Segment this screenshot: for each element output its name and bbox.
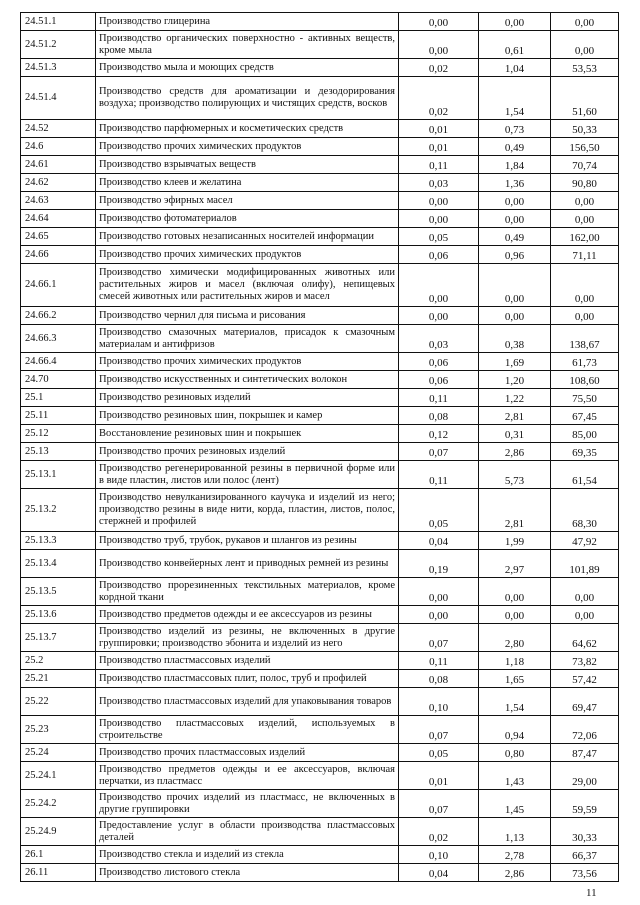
- row-value-2: 2,97: [479, 550, 551, 578]
- row-value-2: 0,31: [479, 425, 551, 443]
- row-value-1: 0,06: [399, 246, 479, 264]
- row-name: Производство прочих химических продуктов: [96, 138, 399, 156]
- row-value-2: 1,20: [479, 371, 551, 389]
- row-name: Производство прочих химических продуктов: [96, 353, 399, 371]
- row-value-1: 0,03: [399, 174, 479, 192]
- row-name: Производство предметов одежды и ее аксессуаров из резины: [96, 606, 399, 624]
- row-name: Производство пластмассовых изделий: [96, 652, 399, 670]
- row-value-1: 0,01: [399, 120, 479, 138]
- row-name: Производство мыла и моющих средств: [96, 59, 399, 77]
- row-value-3: 73,82: [551, 652, 619, 670]
- row-value-3: 0,00: [551, 192, 619, 210]
- row-value-3: 53,53: [551, 59, 619, 77]
- row-value-3: 61,73: [551, 353, 619, 371]
- row-value-3: 72,06: [551, 716, 619, 744]
- row-name: Производство средств для ароматизации и дезодорирования воздуха; производство полирующих и чистящих средств, восков: [96, 77, 399, 120]
- table-row: [21, 578, 619, 606]
- row-value-3: 0,00: [551, 13, 619, 31]
- row-code: 24.66.1: [21, 264, 96, 307]
- row-value-2: 1,43: [479, 762, 551, 790]
- row-code: 25.24.2: [21, 790, 96, 818]
- row-value-1: 0,07: [399, 443, 479, 461]
- row-name: Производство регенерированной резины в первичной форме или в виде пластин, листов или полос (лент): [96, 461, 399, 489]
- row-value-3: 69,47: [551, 688, 619, 716]
- table-row: [21, 670, 619, 688]
- row-value-3: 0,00: [551, 578, 619, 606]
- row-code: 24.61: [21, 156, 96, 174]
- row-name: Производство прочих резиновых изделий: [96, 443, 399, 461]
- table-row: [21, 210, 619, 228]
- row-code: 25.13.2: [21, 489, 96, 532]
- row-name: Производство невулканизированного каучука и изделий из него; производство резины в виде нити, корда, пластин, листов, полос, стержней и профилей: [96, 489, 399, 532]
- row-value-3: 67,45: [551, 407, 619, 425]
- row-code: 25.13.7: [21, 624, 96, 652]
- row-name: Производство органических поверхностно - активных веществ, кроме мыла: [96, 31, 399, 59]
- row-code: 25.13.3: [21, 532, 96, 550]
- table-row: [21, 425, 619, 443]
- table-row: [21, 624, 619, 652]
- row-value-1: 0,19: [399, 550, 479, 578]
- row-value-3: 87,47: [551, 744, 619, 762]
- row-value-2: 1,22: [479, 389, 551, 407]
- row-value-2: 0,38: [479, 325, 551, 353]
- row-value-3: 85,00: [551, 425, 619, 443]
- row-value-3: 50,33: [551, 120, 619, 138]
- row-name: Производство прочих пластмассовых изделий: [96, 744, 399, 762]
- row-value-1: 0,01: [399, 762, 479, 790]
- table-row: [21, 864, 619, 882]
- row-value-2: 1,04: [479, 59, 551, 77]
- table-row: [21, 762, 619, 790]
- row-value-2: 0,49: [479, 138, 551, 156]
- row-code: 25.24.9: [21, 818, 96, 846]
- table-row: [21, 443, 619, 461]
- row-code: 25.24.1: [21, 762, 96, 790]
- row-value-2: 0,00: [479, 13, 551, 31]
- row-value-3: 29,00: [551, 762, 619, 790]
- row-code: 25.24: [21, 744, 96, 762]
- row-value-2: 0,49: [479, 228, 551, 246]
- row-value-1: 0,10: [399, 846, 479, 864]
- table-row: [21, 606, 619, 624]
- row-value-2: 0,00: [479, 264, 551, 307]
- row-value-3: 0,00: [551, 31, 619, 59]
- row-name: Производство взрывчатых веществ: [96, 156, 399, 174]
- row-value-2: 1,36: [479, 174, 551, 192]
- row-code: 24.51.3: [21, 59, 96, 77]
- table-row: [21, 461, 619, 489]
- row-value-3: 101,89: [551, 550, 619, 578]
- row-value-1: 0,02: [399, 77, 479, 120]
- row-code: 25.23: [21, 716, 96, 744]
- row-value-2: 0,00: [479, 210, 551, 228]
- table-row: [21, 790, 619, 818]
- row-code: 24.6: [21, 138, 96, 156]
- row-value-3: 47,92: [551, 532, 619, 550]
- row-value-3: 0,00: [551, 210, 619, 228]
- row-value-1: 0,07: [399, 716, 479, 744]
- row-value-1: 0,11: [399, 461, 479, 489]
- row-value-2: 1,13: [479, 818, 551, 846]
- row-name: Производство фотоматериалов: [96, 210, 399, 228]
- row-value-1: 0,00: [399, 578, 479, 606]
- table-row: [21, 174, 619, 192]
- table-row: [21, 13, 619, 31]
- row-value-1: 0,07: [399, 790, 479, 818]
- table-row: [21, 716, 619, 744]
- row-value-3: 68,30: [551, 489, 619, 532]
- table-row: [21, 31, 619, 59]
- row-code: 25.22: [21, 688, 96, 716]
- table-row: [21, 325, 619, 353]
- table-row: [21, 138, 619, 156]
- row-value-1: 0,00: [399, 307, 479, 325]
- row-value-1: 0,02: [399, 818, 479, 846]
- row-value-3: 73,56: [551, 864, 619, 882]
- row-value-2: 2,86: [479, 864, 551, 882]
- table-row: [21, 77, 619, 120]
- row-code: 24.52: [21, 120, 96, 138]
- row-code: 25.2: [21, 652, 96, 670]
- row-value-2: 2,78: [479, 846, 551, 864]
- row-code: 24.66.4: [21, 353, 96, 371]
- row-value-3: 61,54: [551, 461, 619, 489]
- row-value-1: 0,08: [399, 407, 479, 425]
- row-name: Производство химически модифицированных животных или растительных жиров и масел (включая олифу), непищевых смесей животных или растительных жиров и масел: [96, 264, 399, 307]
- table-row: [21, 489, 619, 532]
- row-value-1: 0,00: [399, 192, 479, 210]
- row-name: Производство искусственных и синтетических волокон: [96, 371, 399, 389]
- row-value-1: 0,03: [399, 325, 479, 353]
- row-value-1: 0,06: [399, 353, 479, 371]
- row-code: 24.62: [21, 174, 96, 192]
- row-value-2: 1,69: [479, 353, 551, 371]
- row-code: 25.13: [21, 443, 96, 461]
- row-value-1: 0,02: [399, 59, 479, 77]
- row-value-3: 0,00: [551, 264, 619, 307]
- row-name: Производство резиновых шин, покрышек и камер: [96, 407, 399, 425]
- row-value-3: 70,74: [551, 156, 619, 174]
- row-code: 25.12: [21, 425, 96, 443]
- table-row: [21, 371, 619, 389]
- table-row: [21, 264, 619, 307]
- row-code: 26.1: [21, 846, 96, 864]
- row-code: 25.21: [21, 670, 96, 688]
- row-value-1: 0,01: [399, 138, 479, 156]
- row-code: 25.13.4: [21, 550, 96, 578]
- table-row: [21, 550, 619, 578]
- row-value-2: 0,00: [479, 192, 551, 210]
- row-value-1: 0,11: [399, 156, 479, 174]
- row-value-1: 0,00: [399, 210, 479, 228]
- row-code: 24.66.3: [21, 325, 96, 353]
- table-row: [21, 389, 619, 407]
- row-code: 24.66: [21, 246, 96, 264]
- row-value-3: 156,50: [551, 138, 619, 156]
- row-name: Производство готовых незаписанных носителей информации: [96, 228, 399, 246]
- row-value-2: 5,73: [479, 461, 551, 489]
- row-name: Производство стекла и изделий из стекла: [96, 846, 399, 864]
- row-value-1: 0,07: [399, 624, 479, 652]
- row-value-2: 1,54: [479, 688, 551, 716]
- table-row: [21, 246, 619, 264]
- row-name: Производство изделий из резины, не включенных в другие группировки; производство эбонита и изделий из него: [96, 624, 399, 652]
- row-code: 24.51.4: [21, 77, 96, 120]
- row-value-3: 69,35: [551, 443, 619, 461]
- row-value-1: 0,05: [399, 489, 479, 532]
- table-row: [21, 307, 619, 325]
- row-name: Производство листового стекла: [96, 864, 399, 882]
- row-name: Производство труб, трубок, рукавов и шлангов из резины: [96, 532, 399, 550]
- row-value-2: 0,73: [479, 120, 551, 138]
- row-value-2: 2,86: [479, 443, 551, 461]
- row-name: Производство пластмассовых изделий, используемых в строительстве: [96, 716, 399, 744]
- row-code: 24.70: [21, 371, 96, 389]
- row-code: 24.63: [21, 192, 96, 210]
- table-row: [21, 156, 619, 174]
- row-value-1: 0,11: [399, 389, 479, 407]
- table-row: [21, 652, 619, 670]
- row-code: 25.1: [21, 389, 96, 407]
- table-body: [21, 13, 619, 882]
- row-value-2: 0,96: [479, 246, 551, 264]
- table-row: [21, 688, 619, 716]
- row-value-3: 57,42: [551, 670, 619, 688]
- row-name: Производство предметов одежды и ее аксессуаров, включая перчатки, из пластмасс: [96, 762, 399, 790]
- row-code: 26.11: [21, 864, 96, 882]
- row-value-2: 0,61: [479, 31, 551, 59]
- row-code: 24.51.2: [21, 31, 96, 59]
- row-name: Производство прочих химических продуктов: [96, 246, 399, 264]
- table-row: [21, 846, 619, 864]
- row-value-3: 64,62: [551, 624, 619, 652]
- table-row: [21, 407, 619, 425]
- row-code: 25.13.1: [21, 461, 96, 489]
- row-code: 25.13.5: [21, 578, 96, 606]
- row-name: Производство эфирных масел: [96, 192, 399, 210]
- row-value-2: 1,84: [479, 156, 551, 174]
- page-number: 11: [586, 887, 597, 899]
- row-value-3: 0,00: [551, 606, 619, 624]
- row-value-3: 138,67: [551, 325, 619, 353]
- row-value-3: 162,00: [551, 228, 619, 246]
- row-value-1: 0,06: [399, 371, 479, 389]
- row-value-1: 0,05: [399, 228, 479, 246]
- row-name: Производство резиновых изделий: [96, 389, 399, 407]
- table-row: [21, 59, 619, 77]
- row-value-1: 0,10: [399, 688, 479, 716]
- row-value-1: 0,08: [399, 670, 479, 688]
- row-name: Производство конвейерных лент и приводных ремней из резины: [96, 550, 399, 578]
- table-row: [21, 228, 619, 246]
- row-name: Производство пластмассовых изделий для упаковывания товаров: [96, 688, 399, 716]
- row-value-3: 90,80: [551, 174, 619, 192]
- activity-table: [20, 12, 619, 882]
- table-row: [21, 120, 619, 138]
- row-value-2: 1,45: [479, 790, 551, 818]
- row-value-2: 1,54: [479, 77, 551, 120]
- row-name: Производство смазочных материалов, присадок к смазочным материалам и антифризов: [96, 325, 399, 353]
- row-name: Производство прорезиненных текстильных материалов, кроме кордной ткани: [96, 578, 399, 606]
- row-name: Производство пластмассовых плит, полос, труб и профилей: [96, 670, 399, 688]
- row-value-1: 0,04: [399, 864, 479, 882]
- row-value-2: 0,00: [479, 307, 551, 325]
- row-code: 24.66.2: [21, 307, 96, 325]
- row-value-2: 0,94: [479, 716, 551, 744]
- row-value-1: 0,00: [399, 606, 479, 624]
- row-value-1: 0,12: [399, 425, 479, 443]
- row-code: 24.64: [21, 210, 96, 228]
- table-row: [21, 353, 619, 371]
- row-code: 25.13.6: [21, 606, 96, 624]
- row-code: 25.11: [21, 407, 96, 425]
- row-value-3: 75,50: [551, 389, 619, 407]
- row-value-2: 0,00: [479, 606, 551, 624]
- row-name: Предоставление услуг в области производства пластмассовых деталей: [96, 818, 399, 846]
- row-value-2: 2,81: [479, 407, 551, 425]
- row-value-3: 71,11: [551, 246, 619, 264]
- row-value-2: 1,18: [479, 652, 551, 670]
- row-value-2: 2,81: [479, 489, 551, 532]
- row-value-2: 1,99: [479, 532, 551, 550]
- row-name: Производство чернил для письма и рисования: [96, 307, 399, 325]
- row-value-3: 59,59: [551, 790, 619, 818]
- row-name: Производство глицерина: [96, 13, 399, 31]
- row-value-1: 0,00: [399, 13, 479, 31]
- row-name: Производство клеев и желатина: [96, 174, 399, 192]
- row-value-2: 0,80: [479, 744, 551, 762]
- row-value-1: 0,11: [399, 652, 479, 670]
- row-value-3: 66,37: [551, 846, 619, 864]
- row-name: Производство прочих изделий из пластмасс, не включенных в другие группировки: [96, 790, 399, 818]
- row-code: 24.65: [21, 228, 96, 246]
- row-value-1: 0,04: [399, 532, 479, 550]
- row-name: Восстановление резиновых шин и покрышек: [96, 425, 399, 443]
- row-name: Производство парфюмерных и косметических средств: [96, 120, 399, 138]
- table-row: [21, 818, 619, 846]
- row-value-1: 0,00: [399, 31, 479, 59]
- table-row: [21, 744, 619, 762]
- row-value-2: 0,00: [479, 578, 551, 606]
- row-value-3: 51,60: [551, 77, 619, 120]
- table-row: [21, 192, 619, 210]
- row-value-3: 108,60: [551, 371, 619, 389]
- row-value-2: 2,80: [479, 624, 551, 652]
- table-row: [21, 532, 619, 550]
- row-value-3: 0,00: [551, 307, 619, 325]
- row-value-1: 0,05: [399, 744, 479, 762]
- row-value-2: 1,65: [479, 670, 551, 688]
- row-value-3: 30,33: [551, 818, 619, 846]
- row-value-1: 0,00: [399, 264, 479, 307]
- row-code: 24.51.1: [21, 13, 96, 31]
